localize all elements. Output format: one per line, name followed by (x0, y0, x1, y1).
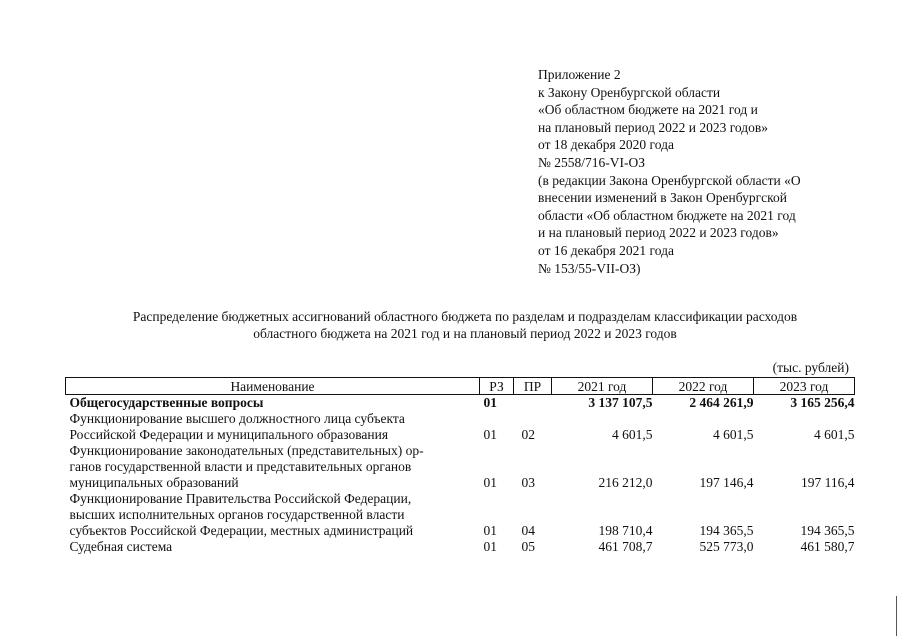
table-row (66, 411, 855, 443)
row-name-line: Функционирование законодательных (представительных) ор- (69, 443, 424, 458)
appendix-line: от 18 декабря 2020 года (538, 137, 674, 153)
row-pr: 05 (521, 539, 535, 554)
row-rz: 01 (483, 427, 497, 442)
units-label: (тыс. рублей) (772, 360, 849, 375)
header-2023: 2023 год (754, 378, 855, 395)
table-row (66, 539, 855, 555)
row-value-2022: 525 773,0 (699, 539, 754, 554)
row-name (66, 539, 480, 555)
row-value-2023: 461 580,7 (800, 539, 855, 554)
appendix-line: (в редакции Закона Оренбургской области «О (538, 172, 801, 188)
header-2022: 2022 год (653, 378, 754, 395)
appendix-line: Приложение 2 (538, 67, 621, 82)
scan-edge-line (896, 596, 897, 636)
table-row (66, 491, 855, 539)
row-rz: 01 (483, 539, 497, 554)
row-value-2022: 4 601,5 (713, 427, 754, 442)
budget-table (65, 377, 855, 555)
row-value-2023: 194 365,5 (800, 523, 855, 538)
row-name-line: Общегосударственные вопросы (69, 395, 264, 410)
row-value-2021: 4 601,5 (612, 427, 653, 442)
row-name-line: ганов государственной власти и представительных органов (69, 459, 412, 474)
appendix-line: от 16 декабря 2021 года (538, 242, 674, 258)
row-value-2022: 197 146,4 (699, 475, 754, 490)
header-2021: 2021 год (552, 378, 653, 395)
header-pr: ПР (514, 378, 552, 395)
row-value-2022: 194 365,5 (699, 523, 754, 538)
row-value-2021: 198 710,4 (598, 523, 653, 538)
row-name-line: Функционирование Правительства Российской Федерации, (69, 491, 412, 506)
row-pr: 03 (521, 475, 535, 490)
appendix-header (538, 66, 838, 277)
header-rz: РЗ (480, 378, 514, 395)
row-value-2023: 197 116,4 (801, 475, 855, 490)
document-title (40, 308, 890, 342)
appendix-line: к Закону Оренбургской области (538, 84, 721, 100)
row-rz: 01 (483, 475, 497, 490)
row-name-line: Российской Федерации и муниципального образования (69, 427, 389, 442)
row-value-2021: 3 137 107,5 (588, 395, 653, 410)
row-name (66, 443, 480, 491)
row-name (66, 395, 480, 412)
row-rz: 01 (483, 395, 497, 410)
appendix-line: внесении изменений в Закон Оренбургской (538, 190, 787, 206)
row-rz: 01 (483, 523, 497, 538)
appendix-line: и на плановый период 2022 и 2023 годов» (538, 225, 779, 241)
table-body (66, 395, 855, 556)
table-row (66, 395, 855, 412)
row-name-line: Функционирование высшего должностного лица субъекта (69, 411, 405, 426)
title-line-1: Распределение бюджетных ассигнований областного бюджета по разделам и подразделам классификации расходов (132, 309, 798, 324)
row-pr: 02 (521, 427, 535, 442)
row-value-2023: 3 165 256,4 (790, 395, 855, 410)
row-value-2021: 216 212,0 (598, 475, 653, 490)
row-name-line: Судебная система (69, 539, 173, 554)
row-value-2021: 461 708,7 (598, 539, 653, 554)
table-row (66, 443, 855, 491)
appendix-line: № 153/55-VII-ОЗ) (538, 260, 641, 276)
row-name-line: субъектов Российской Федерации, местных администраций (69, 523, 414, 538)
row-value-2022: 2 464 261,9 (689, 395, 754, 410)
appendix-line: на плановый период 2022 и 2023 годов» (538, 119, 769, 135)
row-name-line: высших исполнительных органов государственной власти (69, 507, 405, 522)
row-pr: 04 (521, 523, 535, 538)
appendix-line: «Об областном бюджете на 2021 год и (538, 102, 758, 118)
row-name (66, 411, 480, 443)
appendix-line: № 2558/716-VI-ОЗ (538, 154, 646, 170)
row-pr (514, 395, 552, 412)
table-header (66, 378, 855, 395)
row-value-2023: 4 601,5 (814, 427, 855, 442)
header-name: Наименование (66, 378, 480, 395)
appendix-line: области «Об областном бюджете на 2021 год (538, 207, 796, 223)
title-line-2: областного бюджета на 2021 год и на плановый период 2022 и 2023 годов (253, 326, 677, 341)
row-name (66, 491, 480, 539)
row-name-line: муниципальных образований (69, 475, 239, 490)
